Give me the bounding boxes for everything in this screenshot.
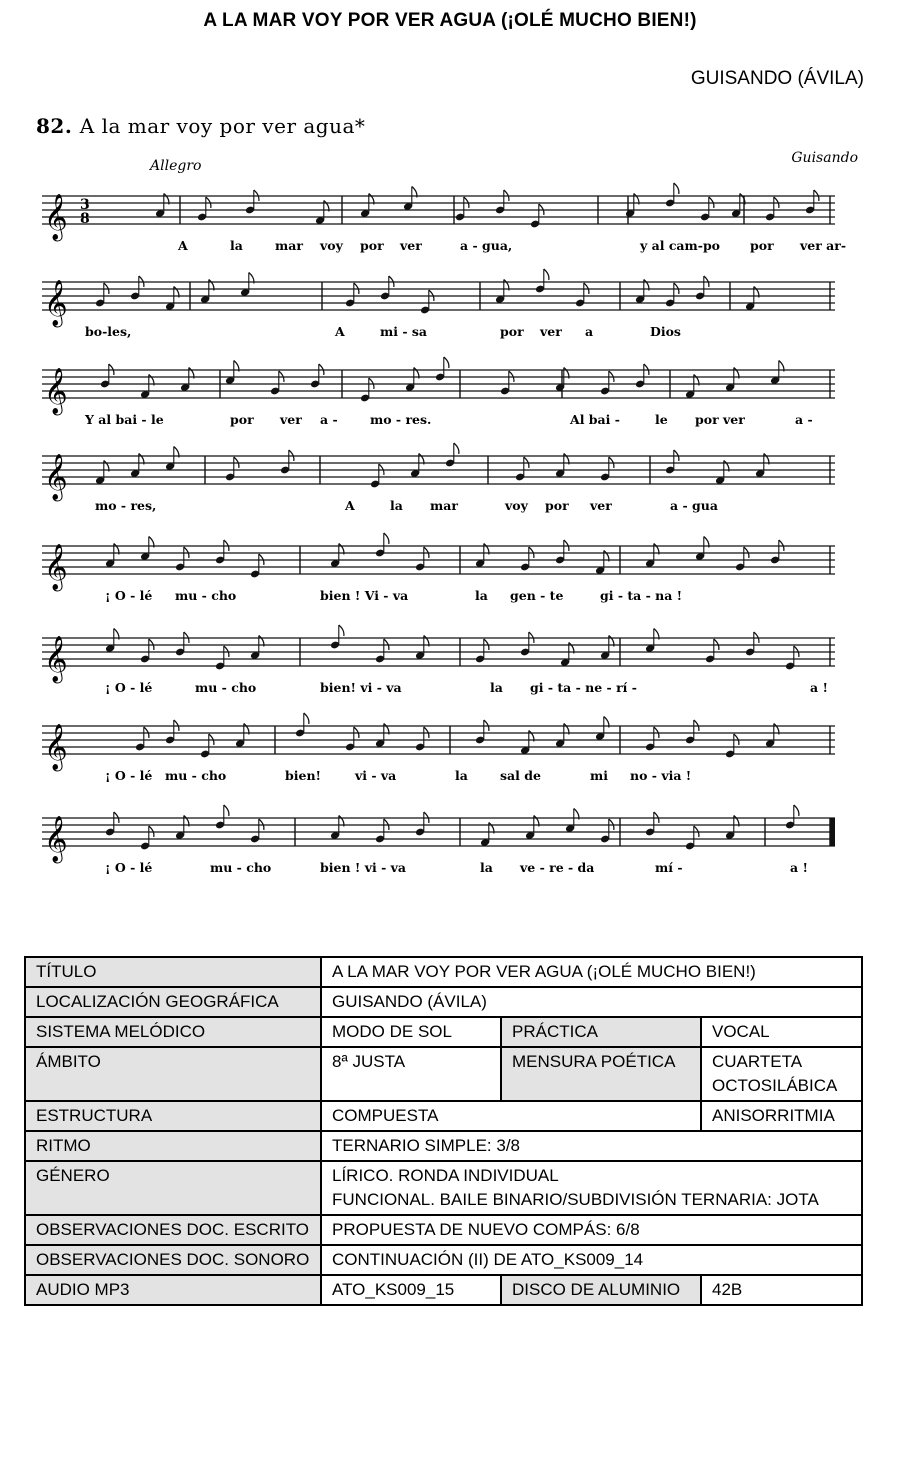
- time-signature-icon: 8: [80, 211, 90, 227]
- lyric-syllable: la: [390, 498, 403, 513]
- lyric-syllable: Y al bai - le: [85, 412, 164, 427]
- mensura-line-2: OCTOSILÁBICA: [712, 1076, 838, 1095]
- label-ritmo: RITMO: [25, 1131, 321, 1161]
- note-flag: [384, 533, 389, 544]
- lyric-syllable: la: [480, 860, 493, 875]
- lyric-syllable: la: [475, 588, 488, 603]
- label-audio: AUDIO MP3: [25, 1275, 321, 1305]
- lyric-syllable: ¡ O - lé: [105, 768, 153, 783]
- info-table: [24, 956, 863, 1306]
- treble-clef-icon: 𝄞: [44, 724, 68, 770]
- place-marking: Guisando: [791, 150, 858, 166]
- note-flag: [304, 713, 309, 724]
- staff-drawing: [30, 536, 860, 596]
- value-practica: VOCAL: [701, 1017, 862, 1047]
- treble-clef-icon: 𝄞: [44, 368, 68, 414]
- genero-line-1: LÍRICO. RONDA INDIVIDUAL: [332, 1166, 559, 1185]
- value-audio: ATO_KS009_15: [321, 1275, 501, 1305]
- value-anisorritmia: ANISORRITMIA: [701, 1101, 862, 1131]
- lyric-syllable: gi - ta - na !: [600, 588, 683, 603]
- score-song-title: A la mar voy por ver agua*: [79, 114, 366, 138]
- lyric-line: [30, 588, 860, 608]
- music-score: [30, 104, 860, 904]
- lyric-syllable: ve - re - da: [520, 860, 595, 875]
- value-titulo: A LA MAR VOY POR VER AGUA (¡OLÉ MUCHO BIEN!): [321, 957, 862, 987]
- staff-system: [30, 186, 860, 266]
- value-mensura: [701, 1047, 862, 1101]
- lyric-syllable: bien ! Vi - va: [320, 588, 409, 603]
- lyric-syllable: mi: [590, 768, 608, 783]
- score-number: 82.: [36, 114, 73, 138]
- treble-clef-icon: 𝄞: [44, 816, 68, 862]
- lyric-syllable: la: [455, 768, 468, 783]
- label-localizacion: LOCALIZACIÓN GEOGRÁFICA: [25, 987, 321, 1017]
- note-flag: [454, 443, 459, 454]
- value-disco: 42B: [701, 1275, 862, 1305]
- label-sistema: SISTEMA MELÓDICO: [25, 1017, 321, 1047]
- lyric-syllable: no - via !: [630, 768, 692, 783]
- lyric-syllable: ver ar-: [800, 238, 847, 253]
- label-estructura: ESTRUCTURA: [25, 1101, 321, 1131]
- lyric-syllable: Dios: [650, 324, 681, 339]
- lyric-syllable: mu - cho: [195, 680, 257, 695]
- note-flag: [339, 625, 344, 636]
- note-flag: [544, 269, 549, 280]
- mensura-line-1: CUARTETA: [712, 1052, 803, 1071]
- treble-clef-icon: 𝄞: [44, 194, 68, 240]
- table-row: [25, 1017, 862, 1047]
- staff-drawing: [30, 360, 860, 420]
- lyric-syllable: y al cam-po: [640, 238, 721, 253]
- staff-drawing: [30, 186, 860, 246]
- table-row: [25, 957, 862, 987]
- label-ambito: ÁMBITO: [25, 1047, 321, 1101]
- score-heading: [36, 114, 365, 138]
- lyric-syllable: a - gua: [670, 498, 718, 513]
- lyric-syllable: a -: [795, 412, 813, 427]
- page-title: A LA MAR VOY POR VER AGUA (¡OLÉ MUCHO BIEN!): [203, 10, 697, 31]
- value-genero: [321, 1161, 862, 1215]
- value-ritmo: TERNARIO SIMPLE: 3/8: [321, 1131, 862, 1161]
- lyric-syllable: mar: [275, 238, 303, 253]
- table-row: [25, 1161, 862, 1215]
- value-sistema: MODO DE SOL: [321, 1017, 501, 1047]
- final-bar-line: [830, 818, 835, 846]
- lyric-line: [30, 238, 860, 258]
- lyric-syllable: ¡ O - lé: [105, 680, 153, 695]
- lyric-line: [30, 860, 860, 880]
- staff-system: [30, 716, 860, 796]
- lyric-syllable: bien!: [285, 768, 322, 783]
- lyric-syllable: A: [345, 498, 355, 513]
- label-mensura: MENSURA POÉTICA: [501, 1047, 701, 1101]
- staff-system: [30, 272, 860, 352]
- tempo-marking: Allegro: [150, 158, 202, 174]
- lyric-syllable: a - gua,: [460, 238, 513, 253]
- table-row: [25, 1101, 862, 1131]
- lyric-syllable: voy: [320, 238, 343, 253]
- lyric-syllable: por: [360, 238, 384, 253]
- lyric-syllable: ver: [540, 324, 562, 339]
- note-flag: [794, 805, 799, 816]
- staff-drawing: [30, 446, 860, 506]
- lyric-syllable: Al bai -: [570, 412, 620, 427]
- note-flag: [224, 805, 229, 816]
- label-obs-escrito: OBSERVACIONES DOC. ESCRITO: [25, 1215, 321, 1245]
- lyric-line: [30, 680, 860, 700]
- lyric-syllable: bien! vi - va: [320, 680, 402, 695]
- value-localizacion: GUISANDO (ÁVILA): [321, 987, 862, 1017]
- lyric-syllable: a: [585, 324, 594, 339]
- lyric-syllable: por: [230, 412, 254, 427]
- lyric-line: [30, 324, 860, 344]
- lyric-syllable: la: [230, 238, 243, 253]
- note-flag: [444, 357, 449, 368]
- table-row: [25, 1215, 862, 1245]
- lyric-syllable: gi - ta - ne - rí -: [530, 680, 637, 695]
- lyric-syllable: mí -: [655, 860, 683, 875]
- lyric-syllable: le: [655, 412, 668, 427]
- label-practica: PRÁCTICA: [501, 1017, 701, 1047]
- table-row: [25, 1131, 862, 1161]
- lyric-syllable: A: [178, 238, 188, 253]
- staff-system: [30, 360, 860, 440]
- lyric-syllable: sal de: [500, 768, 541, 783]
- treble-clef-icon: 𝄞: [44, 636, 68, 682]
- origin-label: GUISANDO (ÁVILA): [690, 68, 864, 89]
- lyric-syllable: mu - cho: [165, 768, 227, 783]
- staff-drawing: [30, 716, 860, 776]
- table-row: [25, 1275, 862, 1305]
- label-disco: DISCO DE ALUMINIO: [501, 1275, 701, 1305]
- lyric-syllable: mu - cho: [175, 588, 237, 603]
- value-estructura: COMPUESTA: [321, 1101, 701, 1131]
- table-row: [25, 987, 862, 1017]
- lyric-syllable: la: [490, 680, 503, 695]
- lyric-syllable: ¡ O - lé: [105, 588, 153, 603]
- staff-system: [30, 808, 860, 888]
- table-row: [25, 1047, 862, 1101]
- lyric-syllable: a !: [790, 860, 808, 875]
- lyric-syllable: a -: [320, 412, 338, 427]
- lyric-syllable: voy: [505, 498, 528, 513]
- lyric-syllable: mu - cho: [210, 860, 272, 875]
- staff-system: [30, 536, 860, 616]
- genero-line-2: FUNCIONAL. BAILE BINARIO/SUBDIVISIÓN TERNARIA: JOTA: [332, 1190, 819, 1209]
- label-genero: GÉNERO: [25, 1161, 321, 1215]
- lyric-syllable: mo - res.: [370, 412, 432, 427]
- lyric-syllable: ¡ O - lé: [105, 860, 153, 875]
- lyric-syllable: ver: [590, 498, 612, 513]
- lyric-line: [30, 768, 860, 788]
- lyric-syllable: mo - res,: [95, 498, 157, 513]
- staff-drawing: [30, 628, 860, 688]
- lyric-syllable: ver: [280, 412, 302, 427]
- lyric-line: [30, 498, 860, 518]
- label-titulo: TÍTULO: [25, 957, 321, 987]
- lyric-line: [30, 412, 860, 432]
- lyric-syllable: mi - sa: [380, 324, 428, 339]
- staff-drawing: [30, 808, 860, 868]
- table-row: [25, 1245, 862, 1275]
- treble-clef-icon: 𝄞: [44, 280, 68, 326]
- lyric-syllable: por: [500, 324, 524, 339]
- lyric-syllable: A: [335, 324, 345, 339]
- lyric-syllable: vi - va: [355, 768, 397, 783]
- lyric-syllable: por: [545, 498, 569, 513]
- staff-drawing: [30, 272, 860, 332]
- lyric-syllable: bien ! vi - va: [320, 860, 406, 875]
- lyric-syllable: bo-les,: [85, 324, 132, 339]
- lyric-syllable: mar: [430, 498, 458, 513]
- label-obs-sonoro: OBSERVACIONES DOC. SONORO: [25, 1245, 321, 1275]
- value-ambito: 8ª JUSTA: [321, 1047, 501, 1101]
- staff-system: [30, 446, 860, 526]
- time-signature-icon: 3: [80, 197, 90, 213]
- value-obs-escrito: PROPUESTA DE NUEVO COMPÁS: 6/8: [321, 1215, 862, 1245]
- lyric-syllable: por: [750, 238, 774, 253]
- treble-clef-icon: 𝄞: [44, 544, 68, 590]
- treble-clef-icon: 𝄞: [44, 454, 68, 500]
- note-flag: [674, 183, 679, 194]
- value-obs-sonoro: CONTINUACIÓN (II) DE ATO_KS009_14: [321, 1245, 862, 1275]
- staff-system: [30, 628, 860, 708]
- lyric-syllable: a !: [810, 680, 828, 695]
- lyric-syllable: ver: [400, 238, 422, 253]
- lyric-syllable: por ver: [695, 412, 745, 427]
- lyric-syllable: gen - te: [510, 588, 564, 603]
